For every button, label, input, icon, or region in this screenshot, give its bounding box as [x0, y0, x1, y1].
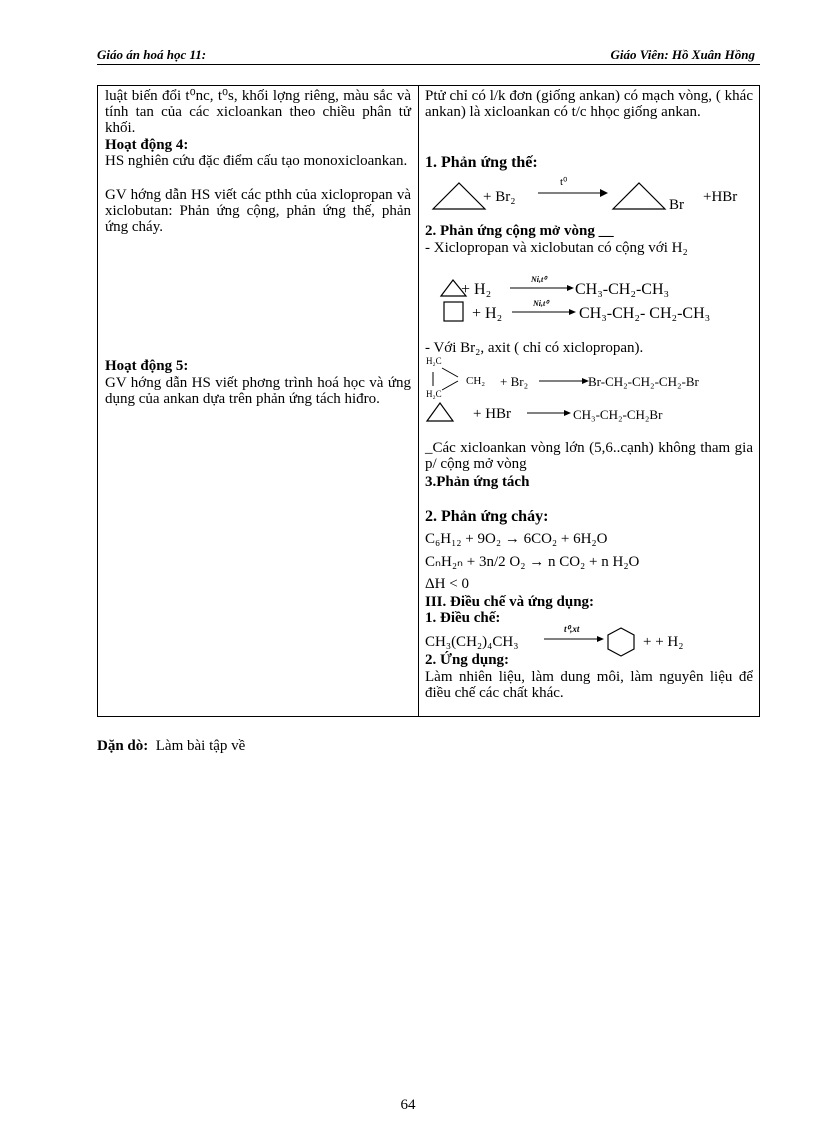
- s5-reactant: CH₃(CH₂)₄CH₃: [425, 634, 519, 650]
- s2-eq2-product: CH₃-CH₂- CH₂-CH₃: [579, 305, 711, 322]
- cyclopropane-hbr-icon: [426, 401, 458, 423]
- s2-note: _Các xicloankan vòng lớn (5,6..cạnh) không tham gia p/ cộng mở vòng: [425, 440, 753, 472]
- s2-br-reactant: + Br₂: [500, 374, 529, 389]
- s4-eq2: CₙH₂ₙ + 3n/2 O₂ → n CO₂ + n H₂O: [425, 554, 640, 570]
- footer-text: Làm bài tập về: [155, 738, 246, 754]
- footer-note: [97, 738, 245, 755]
- s2-eq1-reactant: + H₂: [461, 281, 492, 298]
- left-intro: luật biến đổi t⁰nc, t⁰s, khối lợng riêng, màu sắc và tính tan của các xicloankan theo chiều phân tử khối.: [105, 88, 411, 136]
- s2-eq1-product: CH₃-CH₂-CH₃: [575, 281, 670, 298]
- s5-sub2: 2. Ứng dụng:: [425, 652, 510, 668]
- cyclopropane-structure-icon: [428, 364, 468, 394]
- s4-eq1: C₆H₁₂ + 9O₂ → 6CO₂ + 6H₂O: [425, 531, 608, 547]
- s4-title: 2. Phản ứng cháy:: [425, 508, 549, 525]
- hd5-title: Hoạt động 5:: [105, 358, 189, 374]
- hd4-title: Hoạt động 4:: [105, 137, 189, 153]
- right-intro: Ptử chỉ có l/k đơn (giống ankan) có mạch vòng, ( khác ankan) là xicloankan có t/c hhọc giống ankan.: [425, 88, 753, 120]
- reaction-arrow-icon: [539, 377, 589, 385]
- s1-title: 1. Phản ứng thế:: [425, 154, 538, 171]
- s3-title: 3.Phản ứng tách: [425, 474, 530, 490]
- header-right: Giáo Viên: Hồ Xuân Hồng: [610, 47, 755, 62]
- h2c-bottom: H₂C: [426, 389, 442, 399]
- reaction-arrow-icon: [512, 308, 576, 316]
- s2-br-desc: - Với Br₂, axit ( chỉ có xiclopropan).: [425, 340, 644, 356]
- s5-title: III. Điều chế và ứng dụng:: [425, 594, 595, 610]
- header-left: Giáo án hoá học 11:: [97, 47, 207, 62]
- s2-eq1-cond: Ni,t⁰: [531, 275, 547, 284]
- page-number: 64: [400, 1097, 416, 1113]
- s2-hbr-product: CH₃-CH₂-CH₂Br: [573, 407, 663, 422]
- s1-br: Br: [669, 197, 684, 213]
- s1-reactant: + Br₂: [483, 189, 516, 205]
- s1-product2: +HBr: [703, 189, 738, 205]
- ch2-label: CH₂: [466, 375, 486, 387]
- cyclobutane-icon: [443, 301, 465, 323]
- footer-label: Dặn dò:: [97, 738, 149, 754]
- s5-sub1: 1. Điều chế:: [425, 610, 501, 626]
- h2c-top: H₂C: [426, 356, 442, 366]
- s2-eq2-reactant: + H₂: [472, 305, 503, 322]
- reaction-arrow-icon: [510, 284, 574, 292]
- cyclopropane-product-icon: [611, 181, 671, 211]
- reaction-arrow-icon: [538, 188, 608, 198]
- s2-eq2-cond: Ni,t⁰: [533, 299, 549, 308]
- hd4-p1: HS nghiên cứu đặc điểm cấu tạo monoxicloankan.: [105, 153, 408, 169]
- s5-text: Làm nhiên liệu, làm dung môi, làm nguyên liệu để điều chế các chất khác.: [425, 669, 753, 701]
- reaction-arrow-icon: [544, 635, 604, 643]
- s5-product: + + H₂: [643, 634, 684, 650]
- hd5-p1: GV hớng dẫn HS viết phơng trình hoá học và ứng dụng của ankan dựa trên phản ứng tách hiđro.: [105, 375, 411, 407]
- lesson-table: [97, 85, 760, 717]
- s2-title: 2. Phản ứng cộng mở vòng __: [425, 223, 614, 239]
- s1-condition: t⁰: [560, 176, 568, 188]
- column-divider: [418, 86, 419, 716]
- s2-desc: - Xiclopropan và xiclobutan có cộng với H₂: [425, 240, 688, 256]
- s2-br-product: Br-CH₂-CH₂-CH₂-Br: [588, 374, 699, 389]
- s4-dh: ΔH < 0: [425, 576, 469, 592]
- reaction-arrow-icon: [527, 409, 571, 417]
- cyclopropane-icon: [431, 181, 491, 211]
- s2-hbr-reactant: + HBr: [473, 406, 512, 422]
- hd4-p2: GV hớng dẫn HS viết các pthh của xiclopropan và xiclobutan: Phản ứng cộng, phản ứng thế, phản ứng cháy.: [105, 187, 411, 235]
- page-header: [97, 47, 760, 65]
- s5-cond: t⁰,xt: [564, 624, 580, 634]
